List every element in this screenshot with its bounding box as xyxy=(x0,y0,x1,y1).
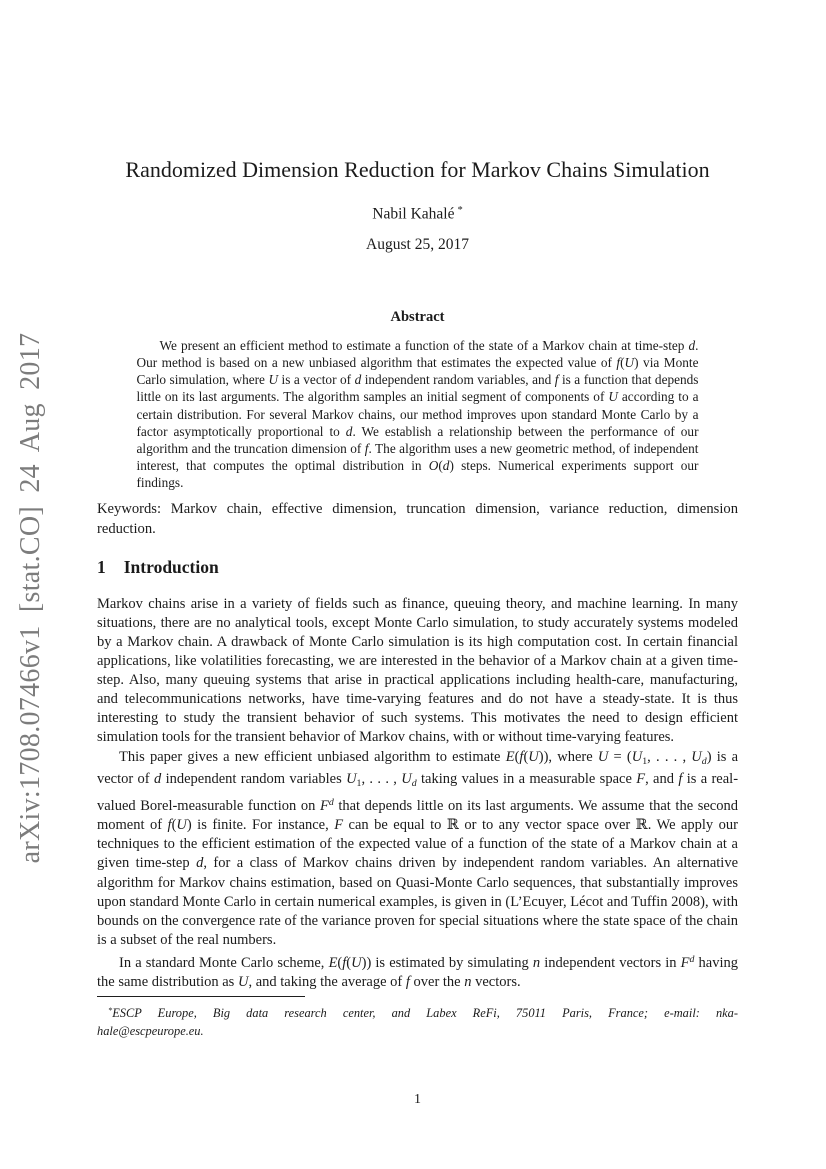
footnote-text-1: ESCP Europe, Big data research center, and Labex ReFi, 75011 Paris, France; e-mail: nka- xyxy=(112,1006,738,1021)
arxiv-watermark: arXiv:1708.07466v1 [stat.CO] 24 Aug 2017 xyxy=(15,332,46,864)
paper-title: Randomized Dimension Reduction for Markov Chains Simulation xyxy=(125,157,710,182)
footnote-marker: * xyxy=(108,1005,113,1015)
intro-paragraph-2: This paper gives a new efficient unbiased algorithm to estimate E(f(U)), where U = (U1, . . . , Ud) is a vector of d independent random variables U1, . . . , Ud taking values in a measurable space F, and f is a real-valued Borel-measurable function on $F^d$ that depends little on its last arguments. We assume that the second moment of f(U) is finite. For instance, F can be equal to ℝ or to any vector space over ℝ. We apply our techniques to the efficient estimation of the expected value of a function of the state of a Markov chain at a given time-step d, for a class of Markov chains driven by independent random variables. An alternative algorithm for Markov chains estimation, based on Quasi-Monte Carlo sequences, that substantially improves upon standard Monte Carlo in certain numerical examples, is given in (L’Ecuyer, Lécot and Tuffin 2008), with bounds on the convergence rate of the variance proven for special situations where the state space of the chain is a subset of the real numbers. xyxy=(97,748,739,948)
footnote-line-1 xyxy=(97,1002,738,1023)
intro-paragraph-3: In a standard Monte Carlo scheme, E(f(U)) is estimated by simulating n independent vectors in $F^d$ having the same distribution as U, and taking the average of f over the n vectors. xyxy=(97,953,739,990)
author-footnote-marker: * xyxy=(457,204,463,216)
author-line xyxy=(97,205,738,223)
abstract-text: We present an efficient method to estimate a function of the state of a Markov chain at time-step d. Our method is based on a new unbiased algorithm that estimates the expected value of f(U) via Monte Carlo simulation, where U is a vector of d independent random variables, and f is a function that depends little on its last arguments. The algorithm samples an initial segment of components of U according to a certain distribution. For several Markov chains, our method improves upon standard Monte Carlo by a factor asymptotically proportional to d. We establish a relationship between the performance of our algorithm and the truncation dimension of f. The algorithm uses a new geometric method, of independent interest, that computes the optimal distribution in O(d) steps. Numerical experiments support our findings. xyxy=(136,337,699,491)
abstract-heading: Abstract xyxy=(390,308,445,325)
date-line: August 25, 2017 xyxy=(366,235,469,253)
footnote xyxy=(97,1002,738,1040)
footnote-rule xyxy=(97,996,305,997)
intro-paragraph-1: Markov chains arise in a variety of fields such as finance, queuing theory, and machine learning. In many situations, there are no analytical tools, except Monte Carlo simulation, to study accurately systems modeled by a Markov chain. A drawback of Monte Carlo simulation is its high computation cost. In certain financial applications, like volatilities forecasting, we are interested in the behavior of a Markov chain at a given time-step. Also, many queuing systems that arise in practical applications including health-care, manufacturing, and telecommunications networks, have time-varying features and do not have a steady-state. It is thus interesting to study the transient behavior of such systems. This motivates the need to design efficient simulation tools for the transient behavior of Markov chains, with or without time-varying features. xyxy=(97,595,738,746)
abstract-block xyxy=(97,309,738,492)
page-number: 1 xyxy=(414,1092,421,1107)
section-number: 1 xyxy=(97,556,106,577)
section-heading-introduction xyxy=(97,557,738,578)
content-column xyxy=(97,0,739,1107)
author-name: Nabil Kahalé xyxy=(372,204,455,222)
keywords-line: Keywords: Markov chain, effective dimension, truncation dimension, variance reduction, dimension reduction. xyxy=(97,500,738,538)
section-title: Introduction xyxy=(123,556,219,577)
footnote-line-2: hale@escpeurope.eu. xyxy=(97,1023,204,1038)
